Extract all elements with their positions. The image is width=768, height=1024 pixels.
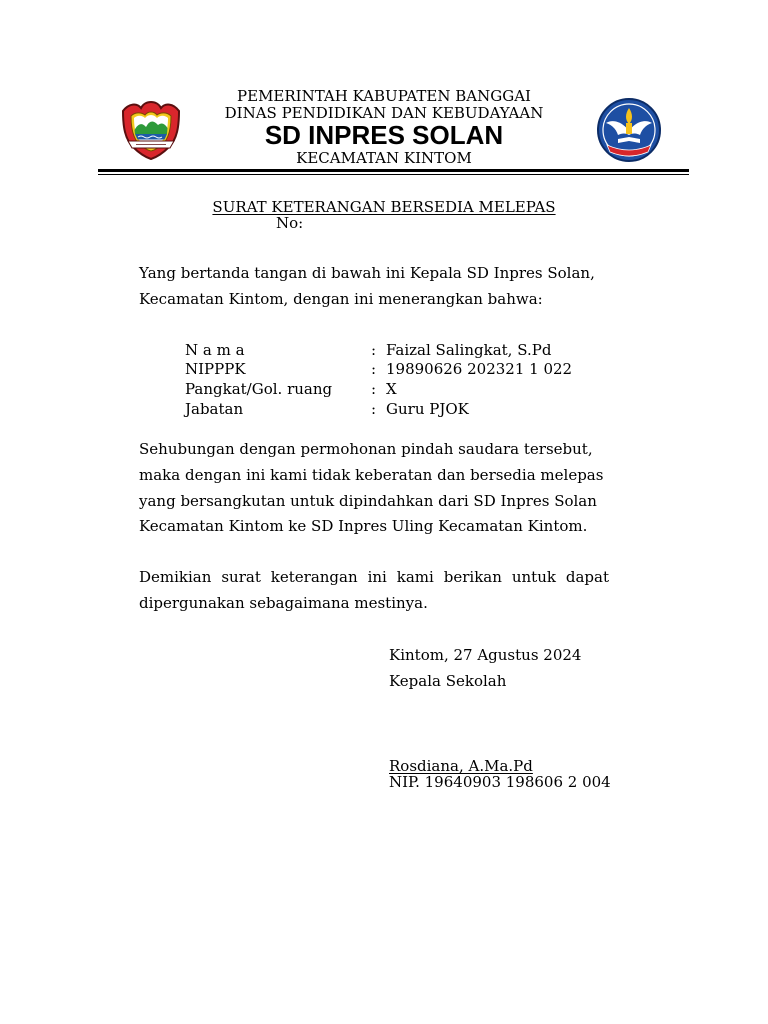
detail-separator: : [371, 360, 377, 378]
detail-label: N a m a [185, 341, 245, 359]
detail-row-position [0, 399, 768, 419]
body-line: yang bersangkutan untuk dipindahkan dari SD Inpres Solan [139, 492, 597, 510]
signature-place-date: Kintom, 27 Agustus 2024 [389, 646, 582, 664]
letter-number-label: No: [276, 214, 304, 232]
detail-row-name [0, 340, 768, 360]
detail-value: 19890626 202321 1 022 [386, 360, 573, 378]
detail-row-nipppk [0, 359, 768, 379]
detail-value: X [386, 380, 397, 398]
intro-line: Kecamatan Kintom, dengan ini menerangkan bahwa: [139, 290, 543, 308]
letterhead-double-rule [98, 169, 689, 175]
signature-name: Rosdiana, A.Ma.Pd [389, 757, 533, 775]
body-line: maka dengan ini kami tidak keberatan dan bersedia melepas [139, 466, 604, 484]
detail-label: Pangkat/Gol. ruang [185, 380, 333, 398]
detail-separator: : [371, 400, 377, 418]
letterhead-district: KECAMATAN KINTOM [296, 149, 472, 167]
signature-position: Kepala Sekolah [389, 672, 507, 690]
letter-title: SURAT KETERANGAN BERSEDIA MELEPAS [212, 198, 556, 216]
closing-line: dipergunakan sebagaimana mestinya. [139, 594, 428, 612]
letter-title-wrap [0, 197, 768, 217]
detail-label: Jabatan [185, 400, 244, 418]
detail-separator: : [371, 380, 377, 398]
detail-value: Faizal Salingkat, S.Pd [386, 341, 552, 359]
body-line: Sehubungan dengan permohonan pindah saudara tersebut, [139, 440, 593, 458]
detail-label: NIPPPK [185, 360, 246, 378]
letterhead-agency: DINAS PENDIDIKAN DAN KEBUDAYAAN [224, 104, 544, 122]
detail-value: Guru PJOK [386, 400, 469, 418]
body-line: Kecamatan Kintom ke SD Inpres Uling Kecamatan Kintom. [139, 517, 588, 535]
letterhead-school-name: SD INPRES SOLAN [264, 120, 504, 150]
intro-line: Yang bertanda tangan di bawah ini Kepala SD Inpres Solan, [139, 264, 595, 282]
letterhead-government: PEMERINTAH KABUPATEN BANGGAI [237, 87, 531, 105]
detail-separator: : [371, 341, 377, 359]
signature-nip: NIP. 19640903 198606 2 004 [389, 773, 611, 791]
closing-line: Demikian surat keterangan ini kami berikan untuk dapat [139, 568, 609, 586]
detail-row-rank [0, 379, 768, 399]
